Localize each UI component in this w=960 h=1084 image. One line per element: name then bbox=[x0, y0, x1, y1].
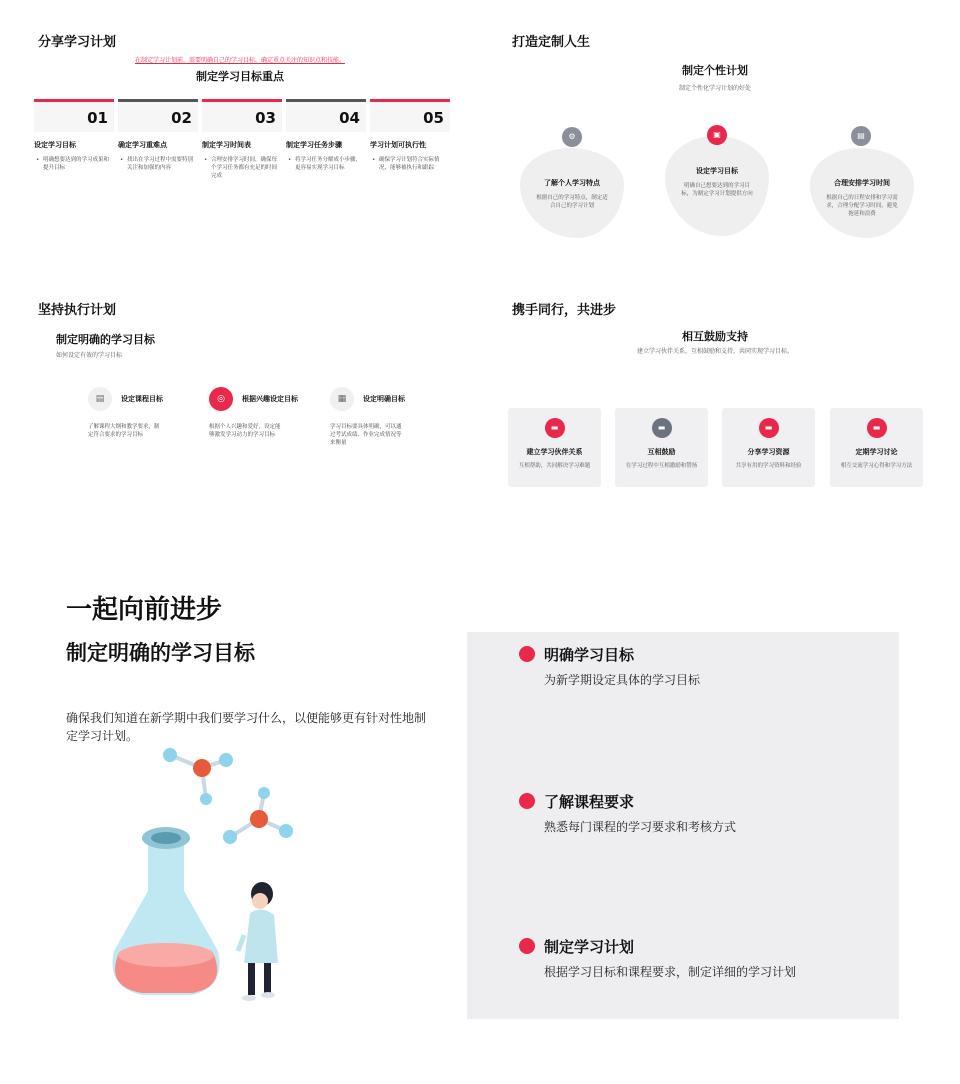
step-title: 设定学习目标 bbox=[34, 141, 76, 149]
points-box bbox=[467, 632, 899, 1019]
step-title: 学习计划可执行性 bbox=[370, 141, 426, 149]
slide-subtitle: 制定明确的学习目标 bbox=[56, 333, 155, 346]
point-title: 了解课程要求 bbox=[544, 793, 635, 811]
step-desc: • 合理安排学习时间，确保每个学习任务都有充足的时间完成 bbox=[202, 156, 282, 180]
goal-desc: 学习目标要具体明确，可以通过考试成绩、作业完成情况等来衡量 bbox=[330, 424, 402, 446]
point-desc: 根据学习目标和课程要求，制定详细的学习计划 bbox=[544, 965, 797, 979]
benefit-desc: 根据自己的日程安排和学习需求，合理分配学习时间，避免拖延和浪费 bbox=[826, 195, 898, 217]
support-title: 定期学习讨论 bbox=[855, 448, 898, 456]
step-column bbox=[202, 99, 282, 180]
goal-title: 设定明确目标 bbox=[363, 395, 405, 403]
target-icon: ◎ bbox=[209, 387, 233, 411]
slide-title: 一起向前进步 bbox=[66, 595, 223, 625]
flask-icon bbox=[113, 827, 220, 995]
goal-desc: 根据个人兴趣和爱好，设定能够激发学习动力的学习目标 bbox=[209, 424, 281, 438]
step-title: 制定学习时间表 bbox=[202, 141, 251, 149]
slide-together bbox=[480, 270, 960, 540]
slide-desc: 制定个性化学习计划的好处 bbox=[678, 85, 751, 92]
slide-desc: 如何设定有效的学习目标 bbox=[56, 352, 123, 359]
slide-execute-plan bbox=[0, 270, 480, 540]
support-card bbox=[615, 408, 708, 487]
goal-desc: 了解课程大纲和教学要求，制定符合要求的学习目标 bbox=[88, 424, 160, 438]
benefit-desc: 根据自己的学习特点，制定适合自己的学习计划 bbox=[536, 195, 608, 209]
clipboard-icon: ▤ bbox=[88, 387, 112, 411]
support-title: 建立学习伙伴关系 bbox=[526, 448, 583, 456]
benefit-card bbox=[520, 148, 624, 238]
slide-subtitle: 制定学习目标重点 bbox=[196, 70, 284, 83]
support-desc: 在学习过程中互相激励和赞扬 bbox=[625, 463, 698, 469]
step-desc: • 找出在学习过程中需要特别关注和加强的内容 bbox=[118, 156, 198, 172]
step-number: 02 bbox=[118, 102, 198, 132]
benefit-desc: 明确自己想要达到的学习目标，为制定学习计划提供方向 bbox=[681, 183, 753, 197]
step-desc: • 将学习任务分解成小步骤，更容易实现学习目标 bbox=[286, 156, 366, 172]
slide-title: 坚持执行计划 bbox=[38, 303, 117, 318]
molecule-icon bbox=[163, 748, 233, 805]
sofa-icon: ▬ bbox=[652, 418, 672, 438]
slide-subtitle: 相互鼓励支持 bbox=[682, 330, 748, 343]
slide-custom-life bbox=[480, 0, 960, 270]
support-desc: 相互交流学习心得和学习方法 bbox=[840, 463, 913, 469]
lab-illustration bbox=[96, 741, 306, 1011]
slide-subtitle: 制定个性计划 bbox=[682, 64, 748, 77]
support-card bbox=[508, 408, 601, 487]
benefit-title: 合理安排学习时间 bbox=[834, 179, 890, 187]
calendar-icon: ▤ bbox=[851, 126, 871, 146]
step-column bbox=[286, 99, 366, 172]
step-number: 05 bbox=[370, 102, 450, 132]
goal-title: 根据兴趣设定目标 bbox=[242, 395, 298, 403]
slide-subtitle: 制定明确的学习目标 bbox=[66, 641, 255, 665]
slide-move-forward bbox=[0, 545, 960, 1084]
bullet-dot-icon bbox=[519, 793, 535, 809]
benefit-card bbox=[665, 136, 769, 236]
slide-share-plan bbox=[0, 0, 480, 270]
sofa-icon: ▬ bbox=[759, 418, 779, 438]
step-title: 确定学习重难点 bbox=[118, 141, 167, 149]
step-column bbox=[370, 99, 450, 172]
step-number: 03 bbox=[202, 102, 282, 132]
scientist-icon bbox=[238, 882, 278, 1001]
slide-title: 携手同行，共进步 bbox=[512, 303, 617, 318]
support-card bbox=[830, 408, 923, 487]
benefit-card bbox=[810, 148, 914, 238]
gear-icon: ⚙ bbox=[562, 127, 582, 147]
slide-title: 打造定制人生 bbox=[512, 35, 591, 50]
image-icon: ▣ bbox=[707, 125, 727, 145]
point-title: 制定学习计划 bbox=[544, 938, 635, 956]
step-column bbox=[118, 99, 198, 172]
goal-title: 设定课程目标 bbox=[121, 395, 163, 403]
step-desc: • 明确想要达到的学习成果和提升目标 bbox=[34, 156, 114, 172]
molecule-icon bbox=[223, 787, 293, 844]
bullet-dot-icon bbox=[519, 646, 535, 662]
note-text: 在制定学习计划前，需要明确自己的学习目标，确定重点关注的知识点和技能。 bbox=[134, 57, 345, 64]
step-number: 01 bbox=[34, 102, 114, 132]
sofa-icon: ▬ bbox=[545, 418, 565, 438]
slide-desc: 建立学习伙伴关系，互相鼓励和支持，共同实现学习目标。 bbox=[636, 348, 793, 355]
support-title: 互相鼓励 bbox=[647, 448, 676, 456]
benefit-title: 设定学习目标 bbox=[696, 167, 738, 175]
point-title: 明确学习目标 bbox=[544, 646, 635, 664]
document-icon: ▦ bbox=[330, 387, 354, 411]
step-number: 04 bbox=[286, 102, 366, 132]
slide-paragraph: 确保我们知道在新学期中我们要学习什么，以便能够更有针对性地制定学习计划。 bbox=[66, 711, 427, 743]
support-card bbox=[722, 408, 815, 487]
bullet-dot-icon bbox=[519, 938, 535, 954]
step-title: 制定学习任务步骤 bbox=[286, 141, 342, 149]
step-column bbox=[34, 99, 114, 172]
point-desc: 熟悉每门课程的学习要求和考核方式 bbox=[544, 820, 737, 834]
sofa-icon: ▬ bbox=[867, 418, 887, 438]
step-desc: • 确保学习计划符合实际情况，能够被执行和跟踪 bbox=[370, 156, 450, 172]
support-title: 分享学习资源 bbox=[747, 448, 790, 456]
slide-title: 分享学习计划 bbox=[38, 35, 117, 50]
support-desc: 共享有用的学习资料和经验 bbox=[735, 463, 802, 469]
point-desc: 为新学期设定具体的学习目标 bbox=[544, 673, 701, 687]
benefit-title: 了解个人学习特点 bbox=[544, 179, 600, 187]
support-desc: 互相帮助，共同解决学习难题 bbox=[518, 463, 591, 469]
